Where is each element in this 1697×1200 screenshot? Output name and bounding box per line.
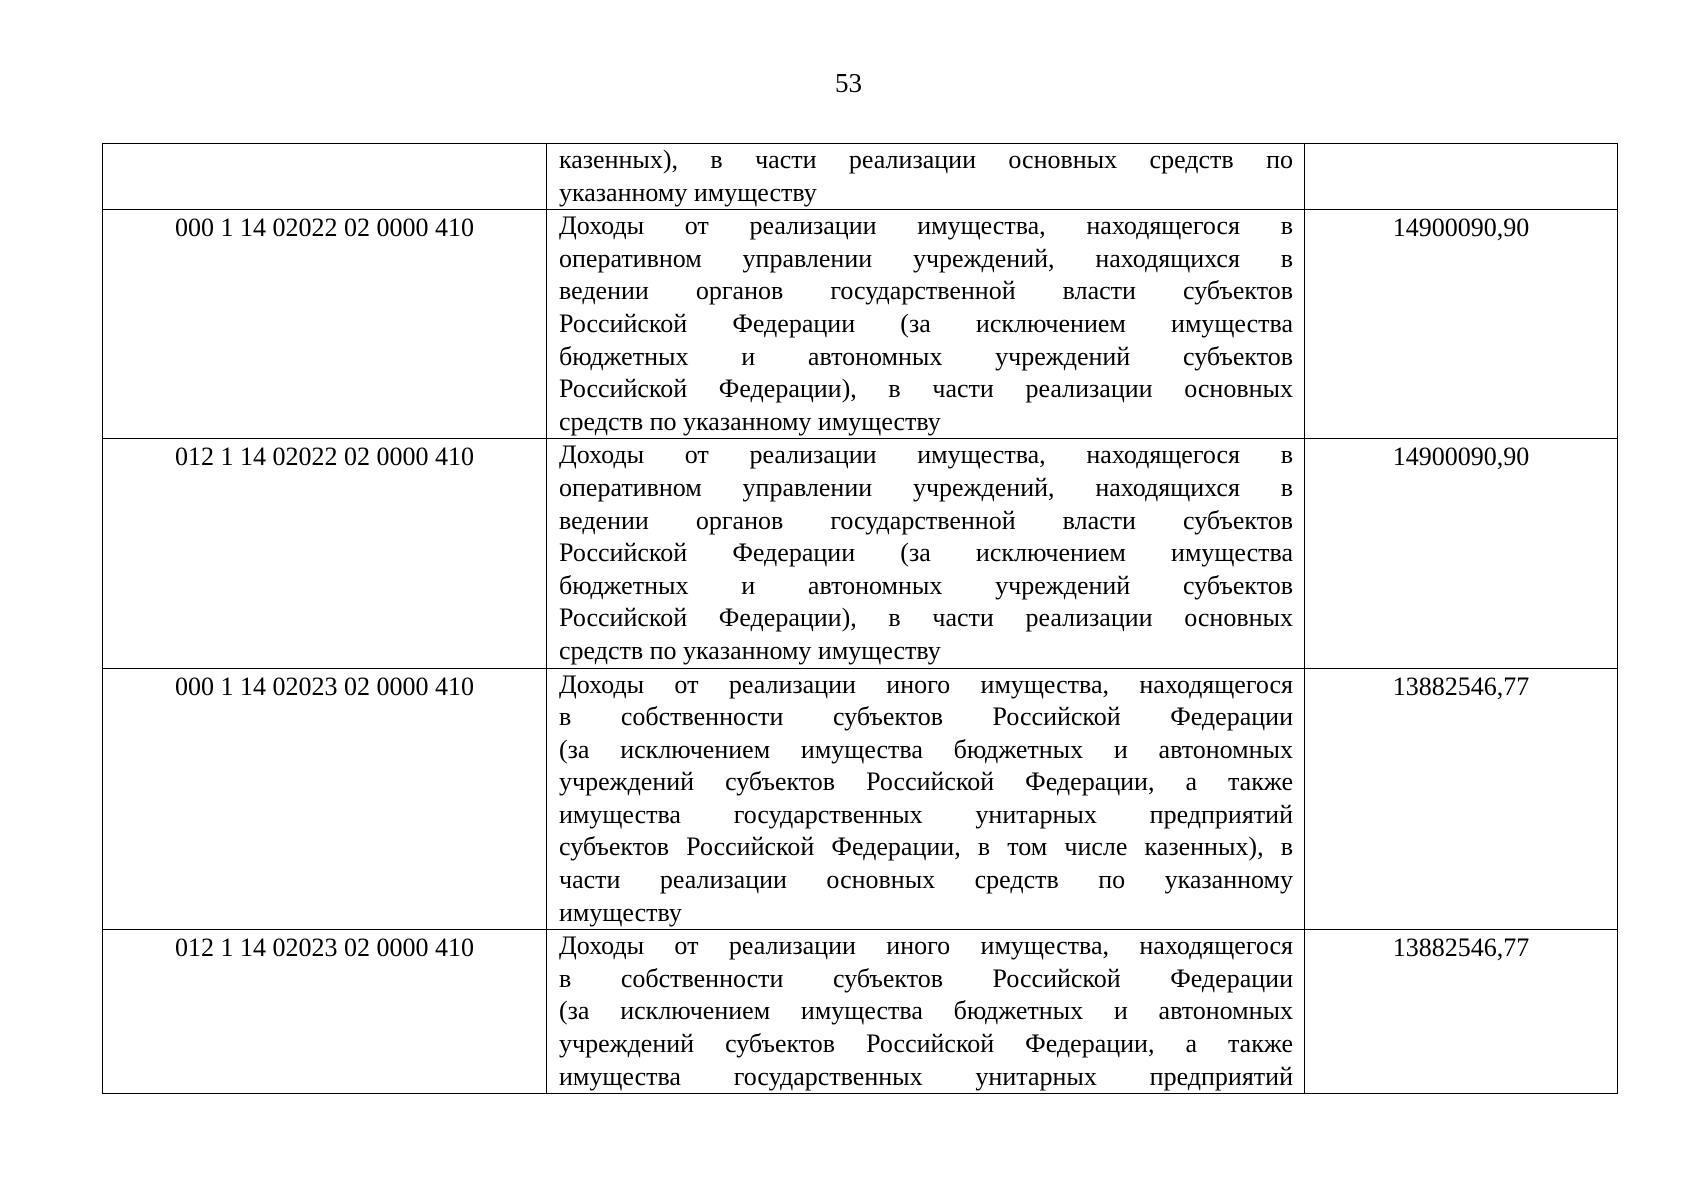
- description-line: Доходы от реализации иного имущества, находящегося: [559, 931, 1293, 961]
- description-line: средств по указанному имуществу: [559, 406, 941, 436]
- description-line: ведении органов государственной власти субъектов: [559, 505, 1293, 535]
- description-line: средств по указанному имуществу: [559, 635, 941, 665]
- description-line: Доходы от реализации имущества, находящегося в: [559, 211, 1293, 241]
- description-line: имуществу: [559, 897, 682, 927]
- table-row: [103, 210, 1618, 439]
- description-line: в собственности субъектов Российской Федерации: [559, 702, 1293, 732]
- code-cell: 012 1 14 02022 02 0000 410: [103, 439, 547, 668]
- description-line: Доходы от реализации иного имущества, находящегося: [559, 669, 1293, 699]
- description-line: Российской Федерации (за исключением имущества: [559, 538, 1293, 568]
- code-cell: [103, 144, 547, 210]
- amount-cell: 14900090,90: [1305, 210, 1618, 439]
- description-cell: [547, 210, 1305, 439]
- description-line: учреждений субъектов Российской Федерации, а также: [559, 767, 1293, 797]
- description-line: указанному имуществу: [559, 177, 817, 207]
- description-line: Доходы от реализации имущества, находящегося в: [559, 440, 1293, 470]
- description-cell: [547, 930, 1305, 1094]
- description-line: Российской Федерации), в части реализации основных: [559, 374, 1293, 404]
- revenue-table: [102, 143, 1618, 1094]
- amount-cell: [1305, 144, 1618, 210]
- description-line: субъектов Российской Федерации, в том числе казенных), в: [559, 832, 1293, 862]
- description-line: части реализации основных средств по указанному: [559, 865, 1293, 895]
- table-row: [103, 144, 1618, 210]
- description-cell: [547, 144, 1305, 210]
- description-line: бюджетных и автономных учреждений субъектов: [559, 341, 1293, 371]
- description-line: Российской Федерации), в части реализации основных: [559, 603, 1293, 633]
- code-cell: 000 1 14 02022 02 0000 410: [103, 210, 547, 439]
- code-cell: 000 1 14 02023 02 0000 410: [103, 668, 547, 930]
- amount-cell: 14900090,90: [1305, 439, 1618, 668]
- description-line: казенных), в части реализации основных средств по: [559, 145, 1293, 174]
- description-cell: [547, 439, 1305, 668]
- description-line: оперативном управлении учреждений, находящихся в: [559, 472, 1293, 502]
- description-line: Российской Федерации (за исключением имущества: [559, 308, 1293, 338]
- description-cell: [547, 668, 1305, 930]
- description-line: ведении органов государственной власти субъектов: [559, 276, 1293, 306]
- amount-cell: 13882546,77: [1305, 668, 1618, 930]
- code-cell: 012 1 14 02023 02 0000 410: [103, 930, 547, 1094]
- description-line: в собственности субъектов Российской Федерации: [559, 963, 1293, 993]
- description-line: (за исключением имущества бюджетных и автономных: [559, 734, 1293, 764]
- description-line: бюджетных и автономных учреждений субъектов: [559, 570, 1293, 600]
- amount-cell: 13882546,77: [1305, 930, 1618, 1094]
- description-line: учреждений субъектов Российской Федерации, а также: [559, 1029, 1293, 1059]
- table-row: [103, 668, 1618, 930]
- description-line: имущества государственных унитарных предприятий: [559, 1061, 1293, 1091]
- description-line: оперативном управлении учреждений, находящихся в: [559, 243, 1293, 273]
- description-line: (за исключением имущества бюджетных и автономных: [559, 996, 1293, 1026]
- description-line: имущества государственных унитарных предприятий: [559, 799, 1293, 829]
- table-row: [103, 930, 1618, 1094]
- page-number: 53: [835, 68, 862, 98]
- table-row: [103, 439, 1618, 668]
